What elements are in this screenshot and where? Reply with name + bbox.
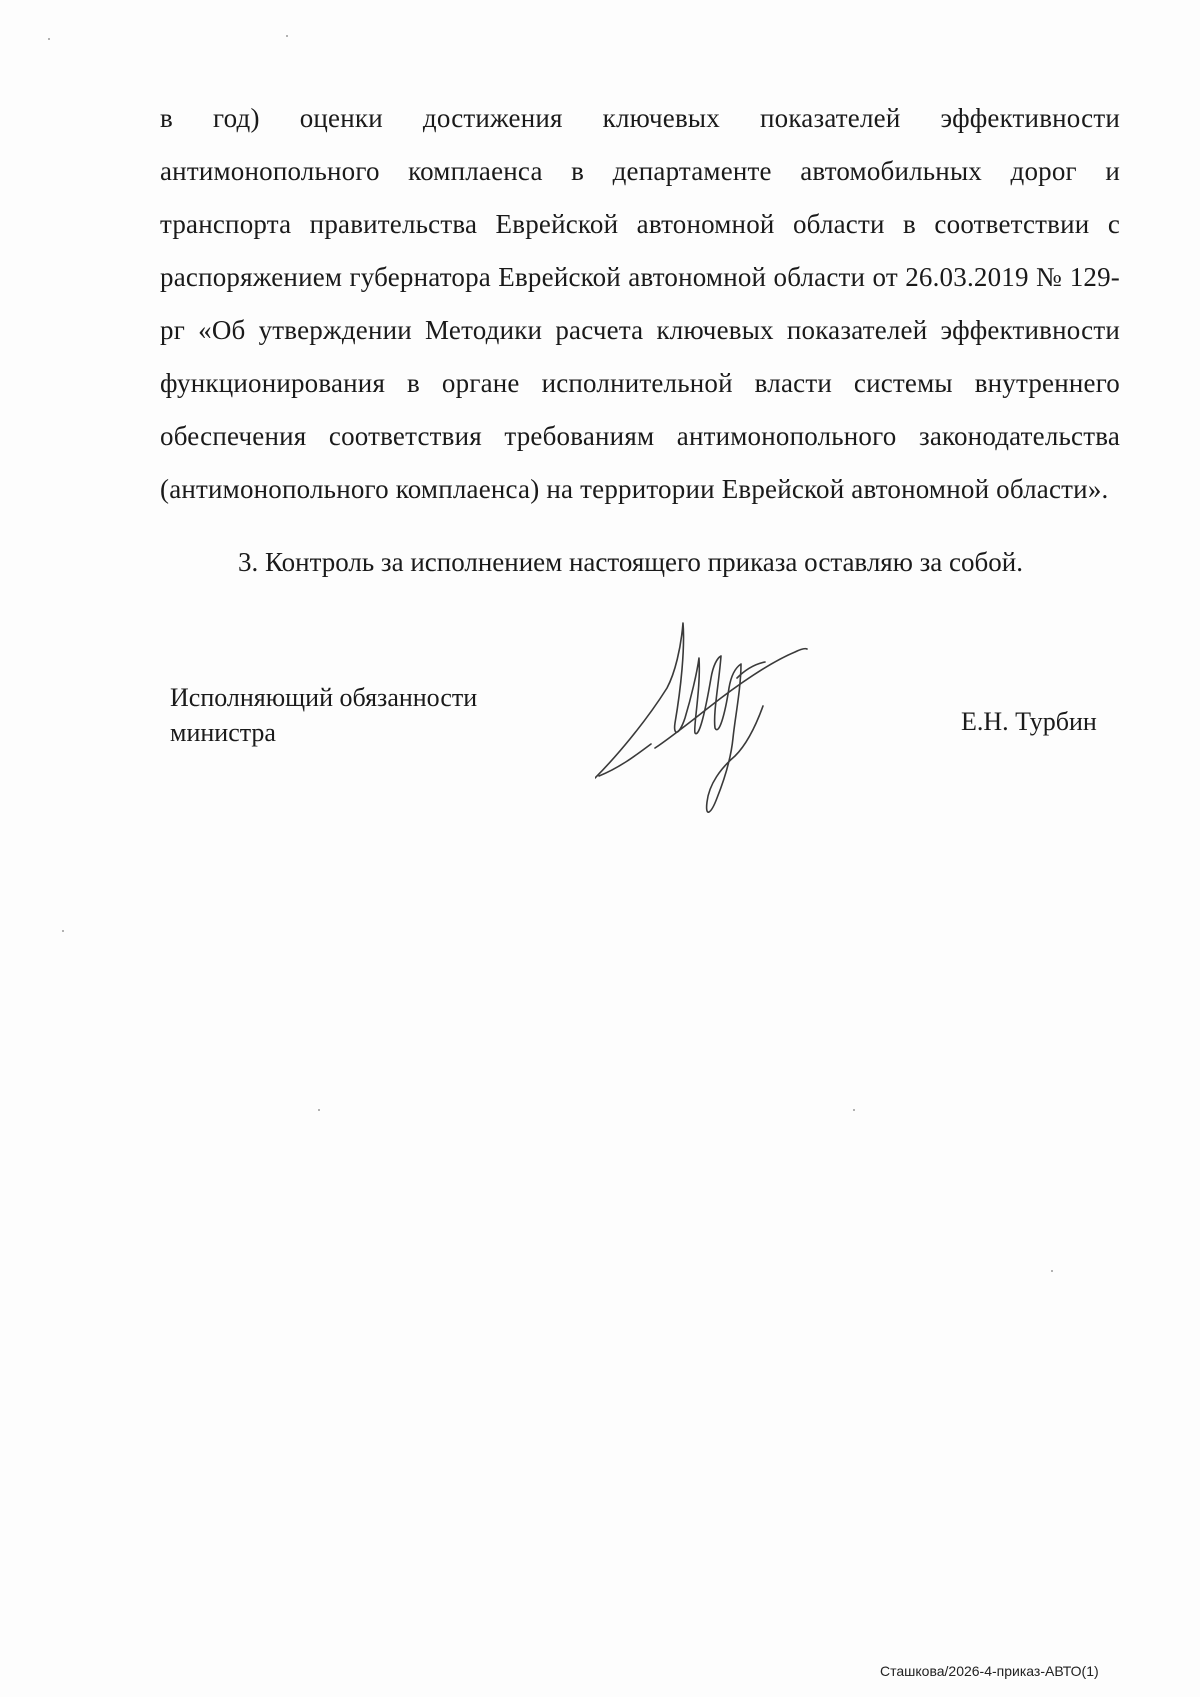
paragraph-3-control-clause: 3. Контроль за исполнением настоящего приказа оставляю за собой. (238, 547, 1023, 577)
signer-title-line2: министра (170, 718, 276, 747)
scan-speck (853, 1109, 855, 1111)
signer-title (170, 680, 477, 750)
footer-reference: Сташкова/2026-4-приказ-АВТО(1) (880, 1663, 1099, 1679)
scan-speck (1051, 1270, 1053, 1272)
scan-speck (286, 35, 288, 37)
handwritten-signature (595, 618, 815, 828)
paragraph-continuation: в год) оценки достижения ключевых показателей эффективности антимонопольного комплаенса в департаменте автомобильных дорог и транспорта правительства Еврейской автономной области в соответствии с распоряжением губернатора Еврейской автономной области от 26.03.2019 № 129-рг «Об утверждении Методики расчета ключевых показателей эффективности функционирования в органе исполнительной власти системы внутреннего обеспечения соответствия требованиям антимонопольного законодательства (антимонопольного комплаенса) на территории Еврейской автономной области». (160, 103, 1120, 504)
scan-speck (318, 1109, 320, 1111)
signer-name: Е.Н. Турбин (961, 707, 1097, 736)
scan-speck (62, 930, 64, 932)
scan-speck (48, 38, 50, 40)
signer-title-line1: Исполняющий обязанности (170, 683, 478, 712)
